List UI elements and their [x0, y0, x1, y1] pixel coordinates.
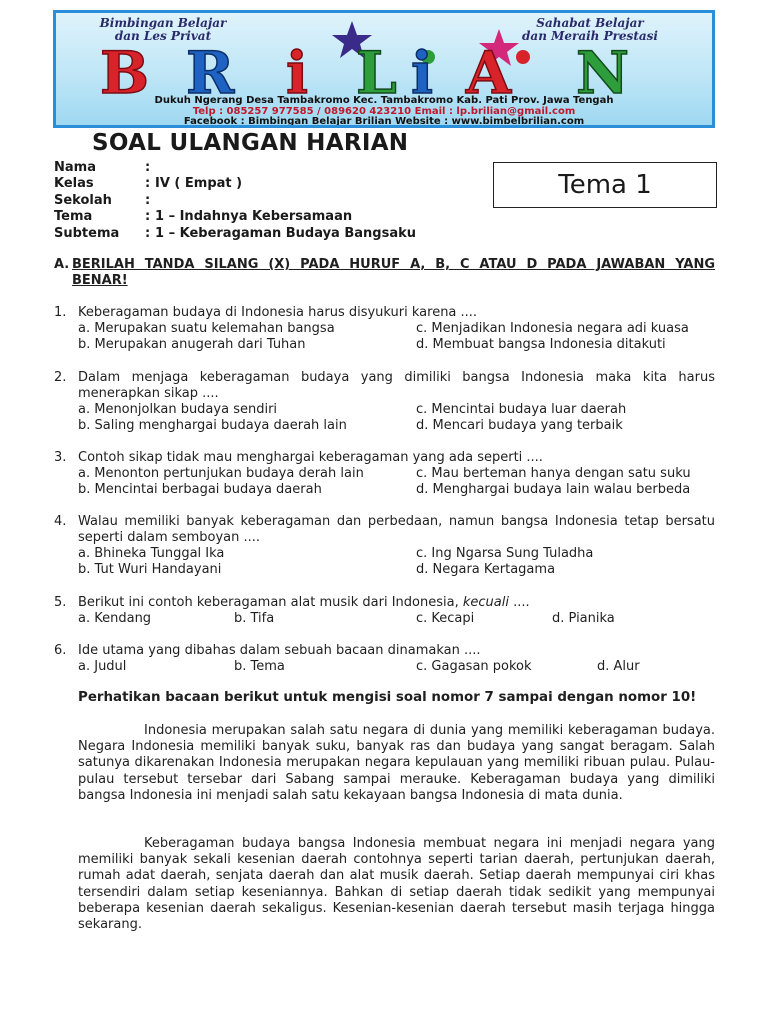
instruction-text: BERILAH TANDA SILANG (X) PADA HURUF A, B, C ATAU D PADA JAWABAN YANG — [72, 257, 715, 272]
logo-letter-b: B — [100, 39, 150, 107]
identity-row-sekolah: Sekolah : — [54, 192, 151, 208]
option-c[interactable]: c. Kecapi — [416, 611, 475, 626]
option-d[interactable]: d. Pianika — [552, 611, 615, 626]
instruction-label: A. — [54, 257, 70, 272]
option-b[interactable]: b. Merupakan anugerah dari Tuhan — [78, 337, 306, 352]
option-a[interactable]: a. Judul — [78, 659, 127, 674]
option-a[interactable]: a. Merupakan suatu kelemahan bangsa — [78, 321, 335, 336]
option-b[interactable]: b. Tut Wuri Handayani — [78, 562, 222, 577]
page-title: SOAL ULANGAN HARIAN — [92, 130, 409, 156]
option-c[interactable]: c. Menjadikan Indonesia negara adi kuasa — [416, 321, 689, 336]
banner-tagline-left: Bimbingan Belajar dan Les Privat — [99, 16, 227, 43]
banner-address: Dukuh Ngerang Desa Tambakromo Kec. Tambakromo Kab. Pati Prov. Jawa Tengah — [154, 95, 614, 106]
logo-letter-i2: i — [411, 39, 434, 107]
identity-block — [54, 160, 416, 242]
option-c[interactable]: c. Ing Ngarsa Sung Tuladha — [416, 546, 594, 561]
logo-letter-n: N — [576, 39, 630, 107]
option-d[interactable]: d. Mencari budaya yang terbaik — [416, 418, 623, 433]
identity-value: 1 – Indahnya Kebersamaan — [155, 209, 353, 225]
option-a[interactable]: a. Menonjolkan budaya sendiri — [78, 402, 278, 417]
option-c[interactable]: c. Mencintai budaya luar daerah — [416, 402, 627, 417]
header-banner — [53, 10, 715, 128]
question-text: Berikut ini contoh keberagaman alat musik dari Indonesia, kecuali .... — [78, 595, 530, 610]
identity-row-tema: Tema : 1 – Indahnya Kebersamaan — [54, 209, 353, 225]
option-a[interactable]: a. Bhineka Tunggal Ika — [78, 546, 225, 561]
option-b[interactable]: b. Saling menghargai budaya daerah lain — [78, 418, 347, 433]
identity-value: IV ( Empat ) — [155, 176, 243, 192]
identity-value: 1 – Keberagaman Budaya Bangsaku — [155, 225, 417, 241]
banner-social: Facebook : Bimbingan Belajar Brilian Website : www.bimbelbrilian.com — [183, 116, 585, 127]
option-c[interactable]: c. Mau berteman hanya dengan satu suku — [416, 466, 691, 481]
logo-letter-a: A — [466, 39, 512, 107]
option-a[interactable]: a. Menonton pertunjukan budaya derah lain — [78, 466, 364, 481]
option-d[interactable]: d. Alur — [597, 659, 640, 674]
option-b[interactable]: b. Tifa — [234, 611, 275, 626]
logo-letter-l: L — [356, 39, 397, 107]
reading-title: Perhatikan bacaan berikut untuk mengisi soal nomor 7 sampai dengan nomor 10! — [78, 690, 697, 705]
question-text: Dalam menjaga keberagaman budaya yang dimiliki bangsa Indonesia maka kita harus menerapkan sikap .... — [78, 370, 715, 402]
identity-row-subtema: Subtema : 1 – Keberagaman Budaya Bangsaku — [54, 225, 417, 241]
instruction-text-2: BENAR! — [72, 273, 128, 288]
option-b[interactable]: b. Mencintai berbagai budaya daerah — [78, 482, 322, 497]
option-d[interactable]: d. Membuat bangsa Indonesia ditakuti — [416, 337, 666, 352]
identity-row-kelas: Kelas : IV ( Empat ) — [54, 176, 243, 192]
option-a[interactable]: a. Kendang — [78, 611, 152, 626]
banner-tagline-right: Sahabat Belajar dan Meraih Prestasi — [522, 16, 658, 43]
question-text: Walau memiliki banyak keberagaman dan perbedaan, namun bangsa Indonesia tetap bersatu seperti dalam semboyan .... — [78, 514, 715, 546]
question-text: Keberagaman budaya di Indonesia harus disyukuri karena .... — [78, 305, 478, 320]
banner-contact: Telp : 085257 977585 / 089620 423210 Email : lp.brilian@gmail.com — [192, 106, 576, 117]
tema-box: Tema 1 — [493, 162, 717, 208]
option-b[interactable]: b. Tema — [234, 659, 285, 674]
star-icon — [516, 50, 530, 64]
option-c[interactable]: c. Gagasan pokok — [416, 659, 532, 674]
reading-paragraph-2: Keberagaman budaya bangsa Indonesia membuat negara ini menjadi negara yang memiliki banyak sekali kesenian daerah contohnya seperti tarian daerah, pertunjukan daerah, rumah adat daerah, senjata daerah dan alat musik daerah. Setiap daerah mempunyai ciri khas tersendiri dalam setiap keseniannya. Bahkan di setiap daerah tidak sedikit yang mempunyai beberapa kesenian daerah sekaligus. Kesenian-kesenian daerah tersebut masih terjaga hingga sekarang. — [78, 836, 715, 933]
question-text: Ide utama yang dibahas dalam sebuah bacaan dinamakan .... — [78, 643, 481, 658]
logo-letter-i: i — [286, 39, 309, 107]
logo-letter-r: R — [186, 39, 235, 107]
reading-paragraph-1: Indonesia merupakan salah satu negara di dunia yang memiliki keberagaman budaya. Negara Indonesia memiliki banyak suku, banyak ras dan budaya yang sangat beragam. Salah satunya dikarenakan Indonesia merupakan negara kepulauan yang memiliki ribuan pulau. Pulau-pulau tersebut tersebar dari Sabang sampai merauke. Keberagaman budaya yang dimiliki bangsa Indonesia ini menjadi salah satu kekayaan bangsa Indonesia di mata dunia. — [78, 723, 715, 803]
question-text: Contoh sikap tidak mau menghargai keberagaman yang ada seperti .... — [78, 450, 543, 465]
option-d[interactable]: d. Menghargai budaya lain walau berbeda — [416, 482, 691, 497]
identity-row-nama: Nama : — [54, 160, 151, 175]
question-emphasis: kecuali — [462, 595, 509, 610]
option-d[interactable]: d. Negara Kertagama — [416, 562, 556, 577]
